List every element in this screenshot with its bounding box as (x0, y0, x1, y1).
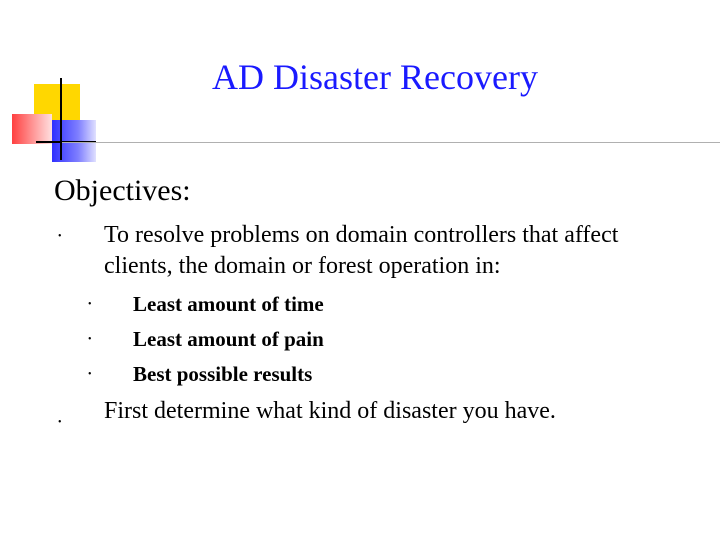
objective-1-line-1: To resolve problems on domain controllers that affect (104, 222, 619, 248)
subitem-1: Least amount of time (133, 292, 324, 316)
title-divider (62, 142, 720, 143)
objective-2-line-1: First determine what kind of disaster you have. (104, 398, 556, 424)
sub-bullet-3: • (88, 369, 92, 380)
bullet-2: • (58, 417, 62, 428)
subitem-2: Least amount of pain (133, 327, 324, 351)
bullet-1: • (58, 231, 62, 242)
slide-title: AD Disaster Recovery (212, 57, 538, 97)
subitem-3: Best possible results (133, 362, 313, 386)
logo-vertical-line (60, 78, 62, 160)
logo-red-square (12, 114, 52, 144)
objective-1-line-2: clients, the domain or forest operation in: (104, 253, 501, 279)
objectives-heading: Objectives: (54, 174, 191, 207)
slide-logo-icon (0, 0, 110, 170)
sub-bullet-1: • (88, 299, 92, 310)
sub-bullet-2: • (88, 334, 92, 345)
